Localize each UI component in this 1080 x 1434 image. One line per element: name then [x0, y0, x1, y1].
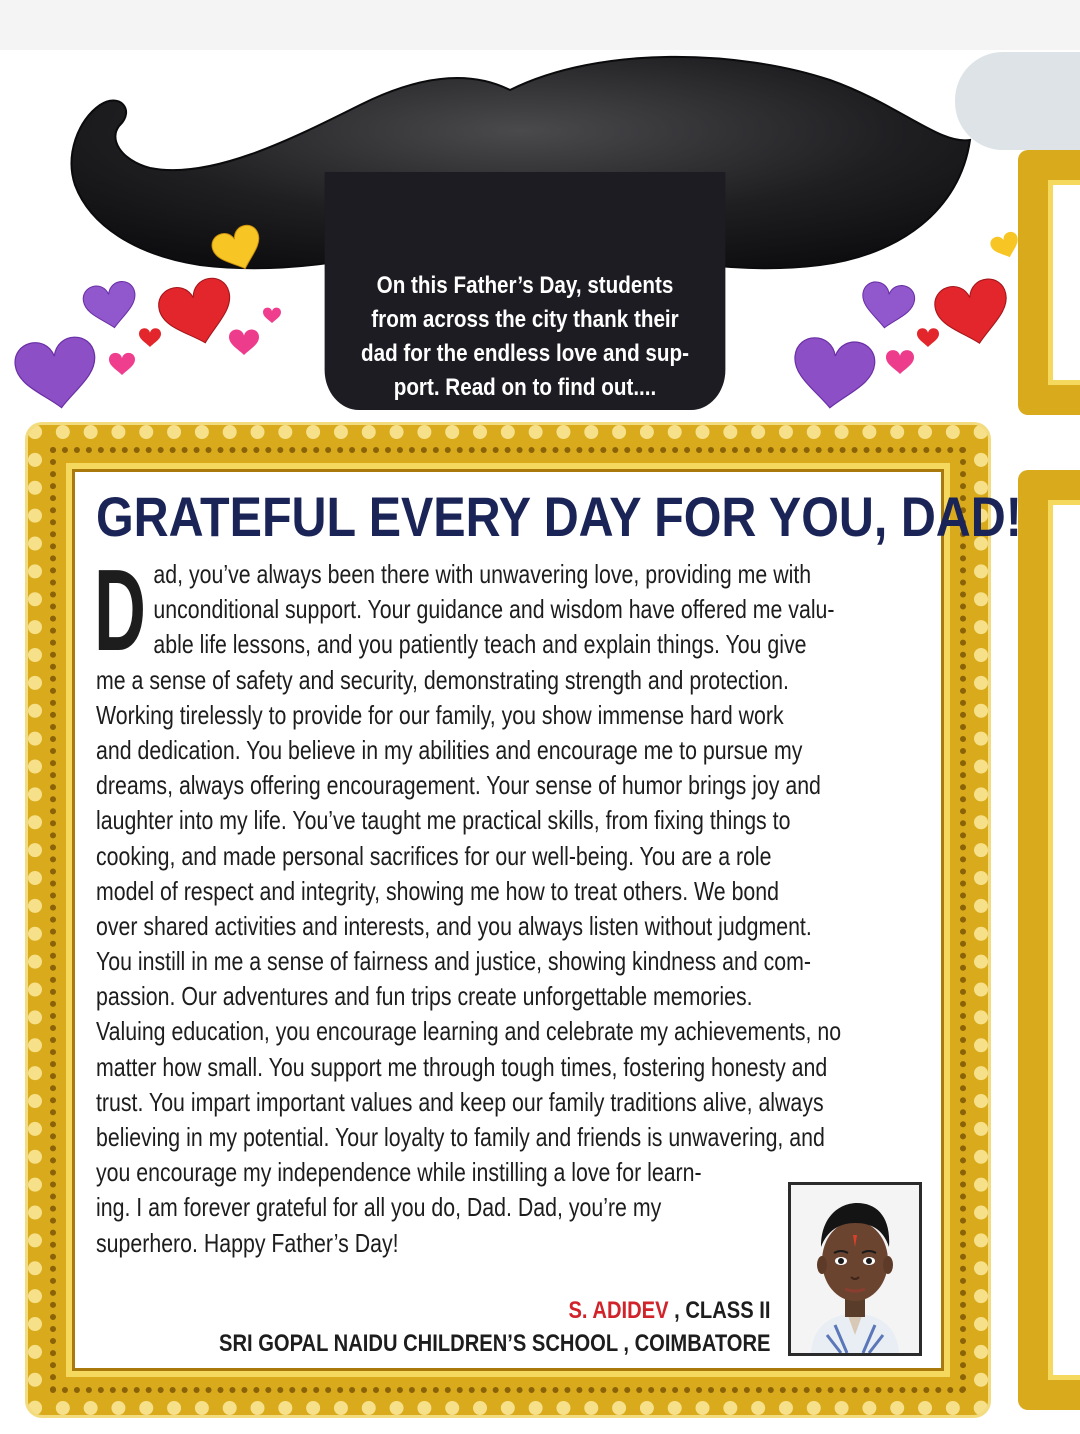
adjacent-frame-bottom [1018, 470, 1080, 1410]
letter-line: model of respect and integrity, showing me how to treat others. We bond [96, 875, 780, 906]
letter-line: dreams, always offering encouragement. Your sense of humor brings joy and [96, 770, 821, 801]
letter-body [94, 545, 842, 1261]
red-heart-icon [155, 274, 240, 352]
letter-line: You instill in me a sense of fairness and justice, showing kindness and com- [96, 946, 812, 977]
red-heart-icon [139, 328, 161, 347]
credit-name-line [70, 1296, 770, 1326]
drop-cap: D [94, 545, 146, 675]
letter-line: Valuing education, you encourage learning and celebrate my achievements, no [96, 1016, 842, 1047]
letter-line: and dedication. You believe in my abilities and encourage me to pursue my [96, 734, 803, 765]
pink-heart-icon [263, 308, 281, 323]
letter-line: ing. I am forever grateful for all you do, Dad. Dad, you’re my [96, 1192, 662, 1223]
letter-line: unconditional support. Your guidance and wisdom have offered me valu- [153, 594, 835, 625]
intro-line: port. Read on to find out.... [393, 374, 657, 401]
purple-heart-icon [81, 279, 140, 332]
pink-heart-icon [109, 353, 135, 375]
intro-caption [325, 172, 726, 410]
purple-heart-icon [859, 280, 917, 331]
pink-heart-icon [886, 350, 914, 374]
intro-line: On this Father’s Day, students [376, 272, 674, 299]
letter-line: superhero. Happy Father’s Day! [96, 1227, 399, 1258]
adjacent-frame-top [1018, 150, 1080, 415]
intro-line: dad for the endless love and sup- [360, 340, 690, 367]
letter-line: able life lessons, and you patiently teach and explain things. You give [153, 629, 807, 660]
student-name: S. ADIDEV [567, 1297, 669, 1324]
letter-line: Working tirelessly to provide for our family, you show immense hard work [96, 699, 784, 730]
intro-line: from across the city thank their [371, 306, 679, 333]
letter-line: you encourage my independence while instilling a love for learn- [96, 1157, 702, 1188]
letter-line: matter how small. You support me through tough times, fostering honesty and [96, 1051, 828, 1082]
purple-heart-icon [12, 335, 101, 414]
headline: GRATEFUL EVERY DAY FOR YOU, DAD! [96, 485, 1022, 548]
letter-line: me a sense of safety and security, demonstrating strength and protection. [96, 664, 789, 695]
purple-heart-icon [790, 336, 877, 412]
top-bar [0, 0, 1080, 50]
credit-school-line [70, 1329, 770, 1359]
letter-line: over shared activities and interests, and you always listen without judgment. [96, 910, 812, 941]
letter-line: passion. Our adventures and fun trips create unforgettable memories. [96, 981, 753, 1012]
pink-heart-icon [229, 329, 259, 355]
letter-line: trust. You impart important values and keep our family traditions alive, always [96, 1086, 824, 1117]
red-heart-icon [932, 276, 1015, 351]
student-photo [788, 1182, 922, 1356]
letter-line: ad, you’ve always been there with unwavering love, providing me with [153, 559, 812, 589]
letter-line: believing in my potential. Your loyalty to family and friends is unwavering, and [96, 1122, 825, 1152]
student-class: , CLASS II [673, 1297, 770, 1324]
school-name: SRI GOPAL NAIDU CHILDREN’S SCHOOL , COIMBATORE [218, 1330, 770, 1357]
red-heart-icon [917, 328, 939, 347]
letter-line: cooking, and made personal sacrifices for our well-being. You are a role [96, 840, 772, 871]
letter-line: laughter into my life. You’ve taught me practical skills, from fixing things to [96, 805, 791, 836]
